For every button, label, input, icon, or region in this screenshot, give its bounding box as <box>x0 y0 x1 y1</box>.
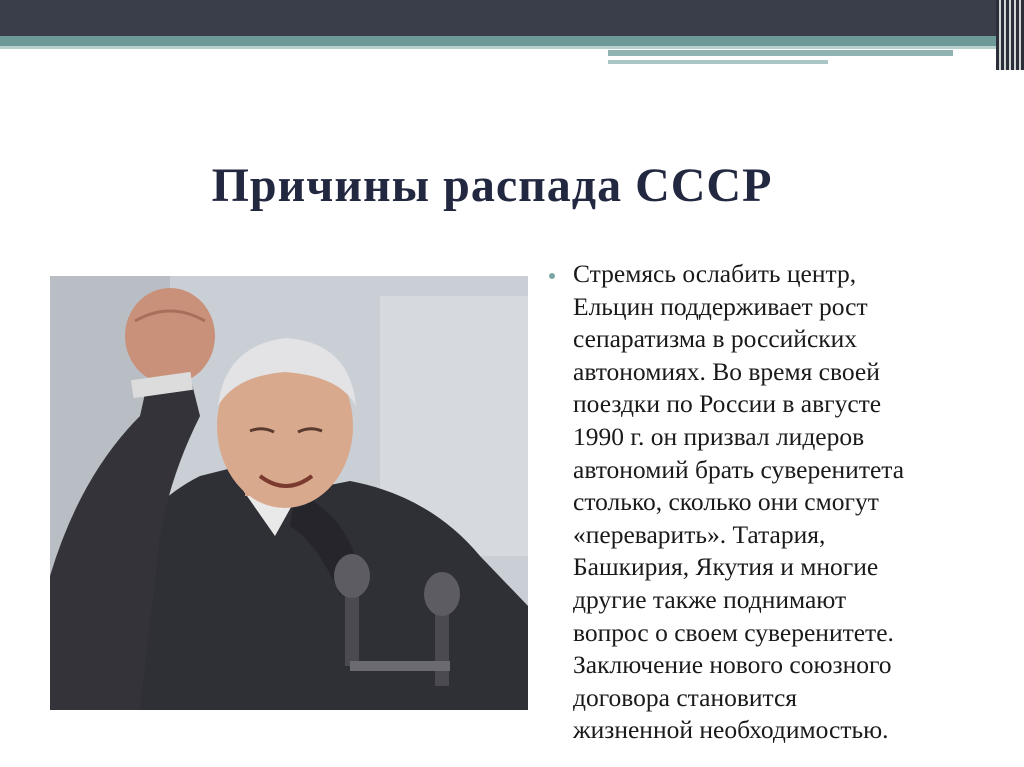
bullet-text: Стремясь ослабить центр, Ельцин поддерживает рост сепаратизма в российских автономиях. Во время своей поездки по России в августе 1990 г. он призвал лидеров автономий брать суверенитета столько, сколько они смогут «переварить». Татария, Башкирия, Якутия и многие другие также поднимают вопрос о своем суверенитете. Заключение нового союзного договора становится жизненной необходимостью. <box>573 259 905 745</box>
bullet-list <box>543 258 983 747</box>
header-bar-teal <box>0 36 1024 46</box>
header-bar-dark <box>0 0 1024 36</box>
header-accent-bar <box>608 50 953 56</box>
list-item <box>543 258 983 747</box>
slide-title: Причины распада СССР <box>211 159 773 212</box>
edge-stripes <box>996 0 1024 70</box>
header-accent-bar-small <box>608 60 828 64</box>
header-bar-teal-thin <box>0 46 1024 49</box>
speaker-photo <box>50 276 528 710</box>
bullet-dot-icon <box>549 273 555 279</box>
